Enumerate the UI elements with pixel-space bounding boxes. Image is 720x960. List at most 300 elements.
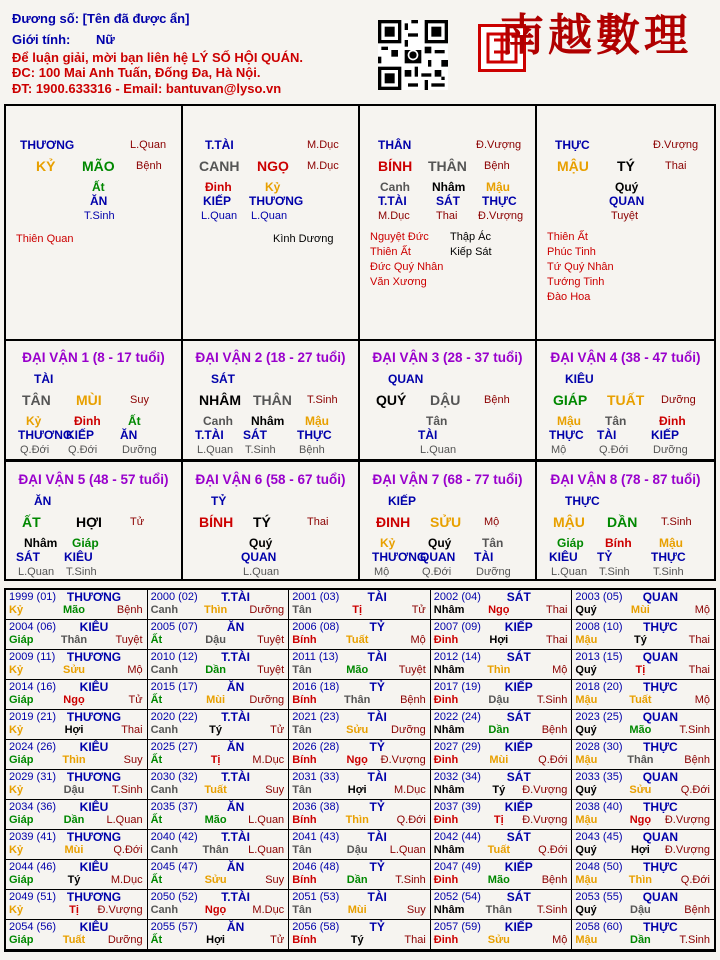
year-stage: Tử: [128, 694, 143, 706]
year-branch: Mùi: [64, 844, 84, 856]
year-stage: Tuyệt: [257, 634, 285, 646]
dai-van-hidden-stage: T.Sinh: [66, 566, 97, 578]
year-branch: Tuất: [487, 844, 510, 856]
year-stage: Mộ: [127, 664, 143, 676]
hidden-stage: L.Quan: [251, 210, 288, 222]
pillar-hour: [537, 106, 714, 339]
year-stem: Quý: [575, 844, 597, 856]
year-branch: Thìn: [345, 814, 369, 826]
year-stage: Tuyệt: [398, 664, 426, 676]
dai-van-title: ĐẠI VẬN 2 (18 - 27 tuổi): [195, 350, 346, 365]
year-stage: Tử: [270, 724, 285, 736]
year-cell: [6, 710, 148, 740]
pillar-stage: L.Quan: [130, 139, 167, 151]
year-stem: Mậu: [575, 874, 598, 886]
year-stem: Nhâm: [433, 844, 465, 856]
dai-van-hidden-ten-god: TỶ: [597, 550, 613, 564]
year-stem: Kỷ: [9, 904, 24, 916]
year-cell: [6, 830, 148, 860]
year-ten-god: KIẾP: [504, 620, 533, 634]
year-label: 2051 (53): [292, 891, 340, 903]
dai-van-branch: SỬU: [430, 514, 462, 530]
year-cell: [6, 620, 148, 650]
dai-van-cell: [537, 340, 714, 459]
dai-van-title: ĐẠI VẬN 3 (28 - 37 tuổi): [372, 350, 523, 365]
year-label: 2002 (04): [433, 591, 481, 603]
year-ten-god: T.TÀI: [221, 590, 250, 604]
year-stem: Canh: [150, 844, 179, 856]
year-stem: Bính: [292, 634, 317, 646]
dai-van-stem: NHÂM: [199, 392, 241, 408]
year-cell: [431, 590, 573, 620]
dai-van-cell: [183, 462, 360, 579]
dai-van-hidden-stem: Mậu: [557, 414, 581, 428]
year-ten-god: TÀI: [367, 890, 387, 904]
year-cell: [572, 590, 714, 620]
dai-van-branch: TÝ: [253, 514, 271, 530]
dai-van-hidden-ten-god: SÁT: [16, 550, 40, 564]
qr-code-icon: [378, 20, 448, 90]
dai-van-hidden-stage: Q.Đới: [68, 444, 98, 456]
year-ten-god: ĂN: [226, 860, 245, 874]
year-cell: [431, 770, 573, 800]
dai-van-hidden-stage: L.Quan: [197, 444, 234, 456]
year-label: 2016 (18): [292, 681, 340, 693]
dai-van-hidden-ten-god: QUAN: [420, 550, 456, 564]
year-stem: Canh: [150, 784, 179, 796]
year-branch: Sửu: [62, 664, 86, 676]
dai-van-cell: [537, 462, 714, 579]
year-branch: Thân: [485, 904, 512, 916]
year-stem: Mậu: [575, 694, 598, 706]
year-ten-god: THỰC: [643, 860, 678, 874]
year-label: 2033 (35): [575, 771, 623, 783]
year-cell: [572, 740, 714, 770]
year-ten-god: QUAN: [642, 710, 679, 724]
year-ten-god: T.TÀI: [221, 710, 250, 724]
year-ten-god: KIÊU: [79, 620, 109, 634]
dai-van-title: ĐẠI VẬN 8 (78 - 87 tuổi): [550, 472, 701, 487]
year-stem: Canh: [150, 664, 179, 676]
dai-van-hidden-stage: T.Sinh: [599, 566, 630, 578]
dai-van-hidden-stage: Q.Đới: [20, 444, 50, 456]
dai-van-hidden-stage: L.Quan: [551, 566, 588, 578]
year-stage: Tuyệt: [115, 634, 143, 646]
dai-van-title: ĐẠI VẬN 5 (48 - 57 tuổi): [18, 472, 169, 487]
hidden-stem: Canh: [380, 180, 410, 194]
year-label: 1999 (01): [9, 591, 57, 603]
dai-van-stage: Mộ: [484, 516, 500, 528]
dai-van-hidden-ten-god: QUAN: [241, 550, 277, 564]
year-label: 2041 (43): [292, 831, 340, 843]
year-label: 2044 (46): [9, 861, 57, 873]
year-cell: [148, 590, 290, 620]
year-label: 2015 (17): [150, 681, 198, 693]
dai-van-hidden-ten-god: THỰC: [549, 428, 584, 442]
dai-van-branch: HỢI: [76, 514, 102, 530]
year-stem: Bính: [292, 694, 317, 706]
year-stage: Q.Đới: [680, 874, 710, 886]
year-stem: Kỷ: [9, 844, 24, 856]
year-ten-god: ĂN: [226, 620, 245, 634]
dai-van-hidden-stem: Mậu: [305, 414, 329, 428]
year-branch: Dần: [63, 814, 85, 826]
year-branch: Mùi: [489, 754, 509, 766]
year-branch: Dậu: [63, 784, 85, 796]
year-branch: Ngọ: [488, 604, 510, 616]
year-stage: Thai: [688, 634, 710, 646]
year-branch: Dần: [630, 934, 651, 946]
year-ten-god: SÁT: [506, 650, 531, 664]
year-stem: Quý: [575, 724, 597, 736]
dai-van-hidden-stem: Tân: [482, 536, 504, 550]
year-stem: Tân: [292, 724, 312, 736]
year-stage: Q.Đới: [396, 814, 426, 826]
dai-van-hidden-stem: Nhâm: [251, 414, 285, 428]
year-stem: Giáp: [9, 874, 34, 886]
year-ten-god: TÀI: [367, 830, 387, 844]
year-branch: Hợi: [347, 784, 367, 796]
year-ten-god: KIẾP: [504, 740, 533, 754]
year-stage: Đ.Vượng: [664, 814, 710, 826]
pillar-ten-god: THƯƠNG: [20, 138, 75, 152]
year-cell: [431, 620, 573, 650]
year-cell: [572, 860, 714, 890]
year-cell: [431, 740, 573, 770]
subject-name: Đương số: [Tên đã được ẩn]: [12, 11, 190, 26]
year-stem: Canh: [150, 604, 179, 616]
year-stem: Quý: [575, 604, 597, 616]
year-label: 2029 (31): [9, 771, 57, 783]
year-ten-god: THỰC: [643, 680, 678, 694]
hidden-ten-god: QUAN: [609, 194, 645, 208]
dai-van-hidden-stage: L.Quan: [18, 566, 55, 578]
year-label: 2005 (07): [150, 621, 198, 633]
year-cell: [289, 920, 431, 950]
pillar-stem: KỶ: [36, 158, 56, 174]
pillar-branch: THÂN: [428, 158, 467, 174]
dai-van-hidden-stem: Kỷ: [380, 536, 396, 550]
year-cell: [572, 680, 714, 710]
year-branch: Ngọ: [63, 694, 85, 706]
year-cell: [289, 800, 431, 830]
dai-van-hidden-ten-god: THƯƠNG: [18, 428, 73, 442]
year-branch: Tuất: [62, 934, 86, 946]
year-label: 2035 (37): [150, 801, 198, 813]
hidden-ten-god: KIẾP: [203, 194, 232, 208]
year-stage: Thai: [121, 724, 143, 736]
year-stem: Ất: [150, 754, 163, 766]
year-cell: [6, 800, 148, 830]
dai-van-hidden-stem: Bính: [605, 536, 632, 550]
pillar-stage: M.Dục: [307, 139, 339, 151]
year-label: 2047 (49): [433, 861, 481, 873]
dai-van-stem: TÂN: [22, 392, 51, 408]
year-branch: Mùi: [630, 604, 650, 616]
dai-van-hidden-stem: Đinh: [659, 414, 686, 428]
dai-van-hidden-ten-god: KIẾP: [66, 428, 95, 442]
dai-van-stage: Tử: [130, 516, 145, 528]
hidden-stem: Nhâm: [432, 180, 466, 194]
pillar-year: [6, 106, 183, 339]
year-stage: Đ.Vượng: [97, 904, 143, 916]
year-stage: T.Sinh: [679, 934, 710, 946]
year-label: 2017 (19): [433, 681, 481, 693]
year-stem: Bính: [292, 754, 317, 766]
dai-van-hidden-stem: Quý: [249, 536, 273, 550]
dai-van-branch: DẬU: [430, 392, 461, 408]
pillar-stem: BÍNH: [378, 158, 413, 174]
star: Đức Quý Nhân: [370, 261, 444, 273]
year-ten-god: THỰC: [643, 740, 678, 754]
pillar-stem: MẬU: [557, 158, 589, 174]
year-label: 2050 (52): [150, 891, 198, 903]
year-cell: [572, 920, 714, 950]
year-ten-god: QUAN: [642, 770, 679, 784]
year-stage: T.Sinh: [679, 724, 710, 736]
year-ten-god: ĂN: [226, 800, 245, 814]
year-label: 2001 (03): [292, 591, 340, 603]
dai-van-hidden-stage: Mộ: [551, 444, 567, 456]
pillar-stem: CANH: [199, 158, 240, 174]
year-cell: [289, 710, 431, 740]
year-cell: [6, 920, 148, 950]
year-stem: Đinh: [433, 634, 459, 646]
dai-van-hidden-ten-god: KIÊU: [64, 550, 93, 564]
dai-van-hidden-stem: Ất: [128, 414, 141, 428]
pillar-stars: [16, 232, 73, 247]
dai-van-stage: Dưỡng: [661, 394, 696, 406]
year-label: 2034 (36): [9, 801, 57, 813]
year-label: 2038 (40): [575, 801, 623, 813]
year-branch: Hợi: [630, 844, 650, 856]
year-stage: Dưỡng: [249, 694, 285, 706]
year-label: 2030 (32): [150, 771, 198, 783]
year-ten-god: TỶ: [369, 740, 385, 754]
year-branch: Tý: [67, 874, 81, 886]
year-stem: Giáp: [9, 814, 34, 826]
dai-van-hidden-stage: T.Sinh: [653, 566, 684, 578]
year-label: 2011 (13): [292, 651, 339, 663]
year-stem: Nhâm: [433, 784, 465, 796]
dai-van-stage: Suy: [130, 394, 149, 406]
year-branch: Dần: [488, 724, 510, 736]
year-label: 2039 (41): [9, 831, 57, 843]
year-ten-god: TÀI: [367, 710, 387, 724]
pillar-branch: TÝ: [617, 158, 635, 174]
year-stem: Tân: [292, 604, 312, 616]
year-stage: Thai: [404, 934, 426, 946]
year-ten-god: KIẾP: [504, 920, 533, 934]
year-stage: Mộ: [552, 664, 568, 676]
year-stem: Tân: [292, 844, 312, 856]
dai-van-hidden-stage: Q.Đới: [422, 566, 452, 578]
star: Văn Xương: [370, 276, 427, 288]
dai-van-stem: ẤT: [22, 514, 41, 530]
year-ten-god: ĂN: [226, 920, 245, 934]
year-label: 2031 (33): [292, 771, 340, 783]
hidden-stage: T.Sinh: [84, 210, 115, 222]
year-cell: [148, 920, 290, 950]
year-ten-god: THỰC: [643, 800, 678, 814]
year-stem: Mậu: [575, 934, 598, 946]
year-stage: Q.Đới: [680, 784, 710, 796]
year-ten-god: THỰC: [643, 920, 678, 934]
dai-van-stem: QUÝ: [376, 392, 407, 408]
year-ten-god: SÁT: [506, 830, 531, 844]
pillar-stars: [370, 230, 443, 290]
year-label: 2043 (45): [575, 831, 623, 843]
year-cell: [148, 800, 290, 830]
year-stage: Q.Đới: [538, 844, 568, 856]
dai-van-branch: THÂN: [253, 392, 292, 408]
contact-line: Để luận giải, mời bạn liên hệ LÝ SỐ HỘI QUÁN.: [12, 50, 303, 65]
year-stem: Nhâm: [433, 904, 465, 916]
dai-van-stem: MẬU: [553, 514, 585, 530]
year-stem: Tân: [292, 664, 312, 676]
dai-van-hidden-ten-god: THỰC: [651, 550, 686, 564]
year-stage: Bệnh: [116, 604, 143, 616]
year-stage: T.Sinh: [536, 904, 568, 916]
year-stage: Bệnh: [684, 904, 710, 916]
year-cell: [289, 770, 431, 800]
year-stage: Q.Đới: [538, 754, 568, 766]
year-stage: Tuyệt: [257, 664, 285, 676]
gender-value: Nữ: [96, 32, 115, 47]
year-branch: Dậu: [630, 904, 651, 916]
year-label: 2021 (23): [292, 711, 340, 723]
year-label: 2006 (08): [292, 621, 340, 633]
year-stem: Ất: [150, 814, 163, 826]
year-branch: Mão: [346, 664, 369, 676]
year-stage: L.Quan: [248, 814, 285, 826]
year-label: 2056 (58): [292, 921, 340, 933]
year-ten-god: QUAN: [642, 890, 679, 904]
year-label: 2007 (09): [433, 621, 481, 633]
dai-van-hidden-ten-god: SÁT: [243, 428, 267, 442]
annual-luck-table: [4, 588, 716, 952]
year-stage: Tử: [270, 934, 285, 946]
year-branch: Thân: [60, 634, 88, 646]
pillar-branch-stage: M.Dục: [307, 160, 339, 172]
year-cell: [148, 740, 290, 770]
year-stage: Bệnh: [541, 874, 568, 886]
year-stage: T.Sinh: [536, 694, 568, 706]
year-branch: Sửu: [629, 784, 652, 796]
year-cell: [148, 890, 290, 920]
year-label: 2023 (25): [575, 711, 623, 723]
year-label: 2057 (59): [433, 921, 481, 933]
year-label: 2054 (56): [9, 921, 57, 933]
year-stage: Suy: [406, 904, 426, 916]
hidden-ten-god: SÁT: [436, 194, 460, 208]
star: Kình Dương: [273, 233, 334, 245]
year-ten-god: TÀI: [367, 770, 387, 784]
year-stem: Bính: [292, 934, 317, 946]
year-cell: [431, 860, 573, 890]
year-stage: Bệnh: [684, 754, 710, 766]
dai-van-hidden-ten-god: T.TÀI: [195, 428, 224, 442]
year-label: 2028 (30): [575, 741, 623, 753]
year-stem: Quý: [575, 784, 597, 796]
year-label: 2019 (21): [9, 711, 57, 723]
year-branch: Ngọ: [204, 904, 227, 916]
star: Thiên Ất: [547, 231, 588, 243]
year-branch: Dậu: [205, 634, 226, 646]
year-label: 2049 (51): [9, 891, 57, 903]
year-stem: Đinh: [433, 874, 459, 886]
year-stem: Đinh: [433, 754, 459, 766]
year-ten-god: KIÊU: [79, 740, 109, 754]
dai-van-ten-god: SÁT: [211, 372, 235, 386]
year-label: 2008 (10): [575, 621, 623, 633]
year-cell: [289, 830, 431, 860]
year-branch: Tị: [635, 664, 646, 676]
year-cell: [6, 740, 148, 770]
year-ten-god: TÀI: [367, 650, 387, 664]
year-branch: Tị: [69, 904, 79, 916]
year-label: 2040 (42): [150, 831, 198, 843]
year-stem: Mậu: [575, 754, 598, 766]
dai-van-hidden-ten-god: ĂN: [120, 428, 138, 442]
year-stage: Thai: [545, 604, 568, 616]
year-ten-god: THƯƠNG: [66, 890, 122, 904]
hidden-stage: Tuyệt: [611, 210, 639, 222]
year-label: 2027 (29): [433, 741, 481, 753]
dai-van-title: ĐẠI VẬN 1 (8 - 17 tuổi): [22, 350, 165, 365]
year-ten-god: QUAN: [642, 590, 679, 604]
year-cell: [572, 890, 714, 920]
dai-van-ten-god: QUAN: [388, 372, 424, 386]
year-branch: Mão: [629, 724, 652, 736]
year-label: 2036 (38): [292, 801, 340, 813]
year-ten-god: KIÊU: [79, 680, 109, 694]
year-label: 2025 (27): [150, 741, 198, 753]
year-stem: Kỷ: [9, 724, 24, 736]
year-branch: Tuất: [345, 634, 369, 646]
dai-van-hidden-stage: Mộ: [374, 566, 390, 578]
year-ten-god: THƯƠNG: [66, 710, 122, 724]
year-ten-god: THƯƠNG: [66, 830, 122, 844]
pillars-grid: [4, 104, 716, 341]
year-cell: [289, 890, 431, 920]
dai-van-title: ĐẠI VẬN 6 (58 - 67 tuổi): [195, 472, 346, 487]
year-cell: [148, 680, 290, 710]
dai-van-branch: MÙI: [76, 392, 102, 408]
year-branch: Tị: [210, 754, 221, 766]
year-cell: [289, 620, 431, 650]
year-cell: [289, 590, 431, 620]
year-stage: Mộ: [694, 604, 710, 616]
dai-van-stage: T.Sinh: [307, 394, 338, 406]
hidden-stage: M.Dục: [378, 210, 410, 222]
year-stem: Nhâm: [433, 664, 465, 676]
year-label: 2053 (55): [575, 891, 623, 903]
pillar-ten-god: T.TÀI: [205, 138, 234, 152]
year-ten-god: KIÊU: [79, 860, 109, 874]
year-ten-god: T.TÀI: [221, 890, 250, 904]
year-cell: [572, 770, 714, 800]
dai-van-stage: Thai: [307, 516, 329, 528]
dai-van-ten-god: KIÊU: [565, 372, 594, 386]
year-stem: Bính: [292, 814, 317, 826]
dai-van-hidden-stage: Dưỡng: [122, 444, 157, 456]
gender-label: Giới tính:: [12, 32, 71, 47]
year-stage: Đ.Vượng: [522, 784, 568, 796]
dai-van-hidden-stage: Dưỡng: [653, 444, 688, 456]
hidden-stem: Kỷ: [265, 180, 281, 194]
year-ten-god: T.TÀI: [221, 830, 250, 844]
